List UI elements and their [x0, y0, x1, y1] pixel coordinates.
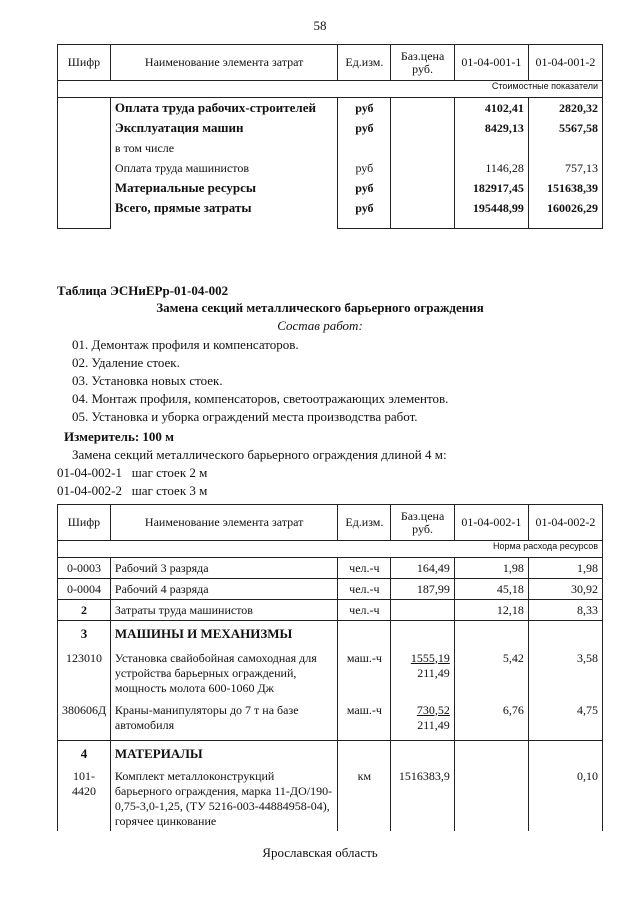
t1-row-v1: 8429,13 [454, 118, 528, 138]
table-title: Замена секций металлического барьерного ограждения [156, 300, 484, 315]
table-row: 2 Затраты труда машинистов чел.-ч 12,18 8,33 [58, 600, 603, 621]
work-item: 01. Демонтаж профиля и компенсаторов. [72, 337, 299, 352]
t1-row-name: Материальные ресурсы [114, 180, 257, 195]
t1-row-v2: 151638,39 [528, 178, 602, 198]
t1-row-name: Всего, прямые затраты [114, 200, 252, 215]
t1-row-unit: руб [338, 98, 391, 119]
header-name: Наименование элемента затрат [110, 45, 338, 81]
t1-row-v1: 4102,41 [454, 98, 528, 119]
variants [57, 464, 207, 500]
works-list [72, 336, 448, 426]
header-col2: 01-04-002-2 [528, 505, 602, 541]
t1-row-name: Оплата труда машинистов [114, 161, 250, 175]
work-item: 05. Установка и уборка ограждений места производства работ. [72, 409, 418, 424]
header-code: Шифр [58, 505, 111, 541]
table-row: 0-0003 Рабочий 3 разряда чел.-ч 164,49 1,98 1,98 [58, 558, 603, 579]
section-row: 4 МАТЕРИАЛЫ [58, 741, 603, 769]
t1-row-v2: 757,13 [528, 158, 602, 178]
t1-row-v1: 195448,99 [454, 198, 528, 228]
cost-table [57, 44, 603, 229]
work-item: 04. Монтаж профиля, компенсаторов, светоотражающих элементов. [72, 391, 449, 406]
t1-row-unit: руб [338, 178, 391, 198]
header-col1: 01-04-001-1 [454, 45, 528, 81]
table1-subtitle: Стоимостные показатели [58, 81, 603, 98]
table-row: 123010 Установка свайобойная самоходная для устройства барьерных ограждений, мощность молота 600-1060 Дж маш.-ч 1555,19 211,49 5,42 3,58 [58, 651, 603, 703]
work-item: 03. Установка новых стоек. [72, 373, 223, 388]
work-item: 02. Удаление стоек. [72, 355, 180, 370]
section-row: 3 МАШИНЫ И МЕХАНИЗМЫ [58, 621, 603, 651]
table-row: 380606Д Краны-манипуляторы до 7 т на базе автомобиля маш.-ч 730,52 211,49 6,76 4,75 [58, 703, 603, 741]
t1-row-v2: 2820,32 [528, 98, 602, 119]
table-row: 0-0004 Рабочий 4 разряда чел.-ч 187,99 45,18 30,92 [58, 579, 603, 600]
table-row: 101-4420 Комплект металлоконструкций барьерного ограждения, марка 11-ДО/190-0,75-3,0-1,25, (ТУ 5216-003-44884958-04), горячее цинкование км 1516383,9 0,10 [58, 769, 603, 831]
t1-row-unit: руб [338, 198, 391, 228]
description: Замена секций металлического барьерного ограждения длиной 4 м: [72, 447, 447, 462]
header-code: Шифр [58, 45, 111, 81]
header-col2: 01-04-001-2 [528, 45, 602, 81]
t1-row-unit: руб [338, 158, 391, 178]
variant-item: 01-04-002-1 шаг стоек 2 м [57, 465, 208, 480]
variant-item: 01-04-002-2 шаг стоек 3 м [57, 483, 208, 498]
table-label: Таблица ЭСНиЕРр-01-04-002 [57, 283, 229, 298]
measure: Измеритель: 100 м [64, 429, 175, 444]
header-col1: 01-04-002-1 [454, 505, 528, 541]
t1-row-unit: руб [338, 118, 391, 138]
t1-row-name: Оплата труда рабочих-строителей [114, 100, 316, 115]
works-title: Состав работ: [277, 318, 363, 333]
header-base-price: Баз.цена руб. [391, 505, 454, 541]
page-number: 58 [313, 18, 327, 33]
t1-row-name: Эксплуатация машин [114, 120, 244, 135]
t1-row-name: в том числе [114, 141, 175, 155]
header-name: Наименование элемента затрат [110, 505, 338, 541]
t1-row-v2: 5567,58 [528, 118, 602, 138]
t1-row-v2: 160026,29 [528, 198, 602, 228]
t1-row-v1: 182917,45 [454, 178, 528, 198]
header-unit: Ед.изм. [338, 45, 391, 81]
header-base-price: Баз.цена руб. [391, 45, 454, 81]
footer-region: Ярославская область [262, 845, 378, 860]
t1-row-v1: 1146,28 [454, 158, 528, 178]
table2-subtitle: Норма расхода ресурсов [58, 541, 603, 558]
resource-table [57, 504, 603, 831]
header-unit: Ед.изм. [338, 505, 391, 541]
